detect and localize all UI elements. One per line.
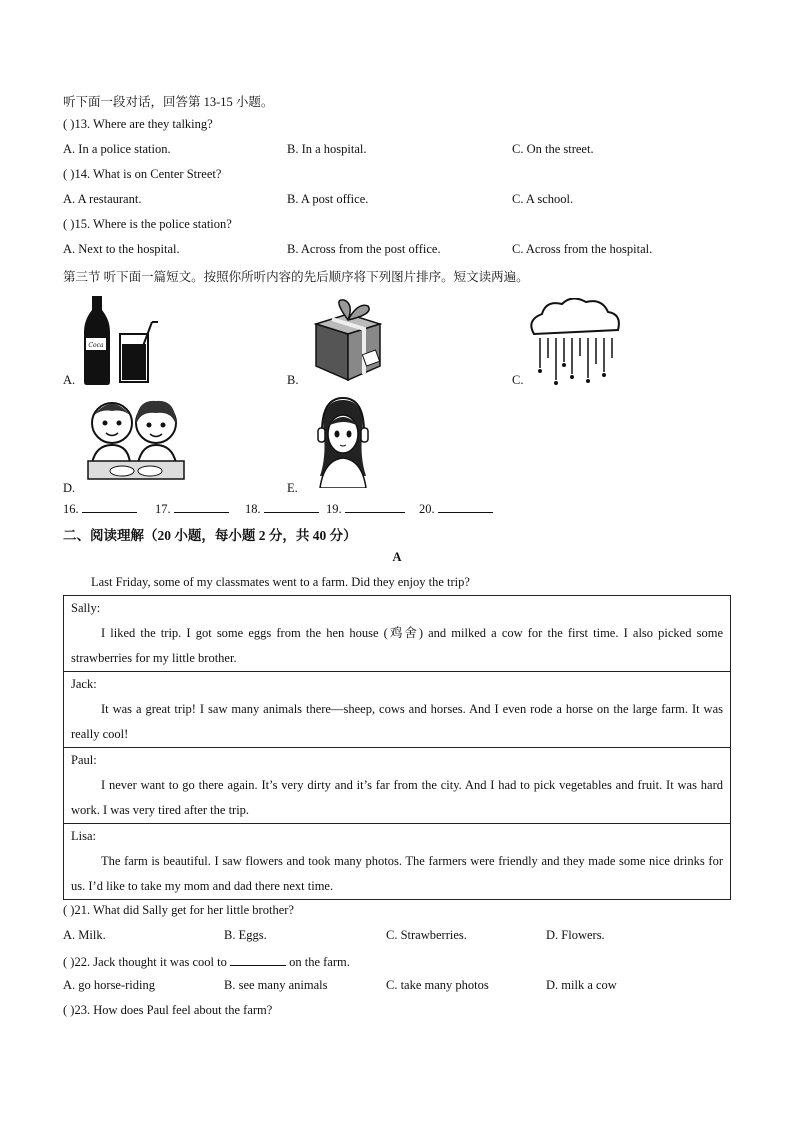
girl-with-headphones-icon xyxy=(310,392,376,488)
q22-option-c: C. take many photos xyxy=(386,978,489,992)
entry-name: Jack: xyxy=(71,677,97,691)
picture-c-label: C. xyxy=(512,373,524,387)
picture-d-label: D. xyxy=(63,481,76,495)
entry-text: I never want to go there again. It’s very dirty and it’s far from the city. And I had to pick vegetables and fruit. It was hard work. I was very tired after the trip. xyxy=(71,778,723,817)
q13-option-b: B. In a hospital. xyxy=(287,142,367,156)
answer-blank-18[interactable] xyxy=(245,500,319,517)
q14-option-a: A. A restaurant. xyxy=(63,192,142,206)
q22-option-b: B. see many animals xyxy=(224,978,328,992)
rain-cloud-icon xyxy=(524,298,624,386)
passage-label: A xyxy=(392,550,402,564)
question-13: ( )13. Where are they talking? xyxy=(63,117,213,131)
cola-and-drink-icon xyxy=(78,294,160,386)
entry-name: Sally: xyxy=(71,601,101,615)
entry-text: I liked the trip. I got some eggs from the hen house (鸡舍) and milked a cow for the first time. I also picked some strawberries for my little brother. xyxy=(71,626,723,665)
entry-text: The farm is beautiful. I saw flowers and took many photos. The farmers were friendly and they made some nice drinks for us. I’d like to take my mom and dad there next time. xyxy=(71,854,723,893)
q15-option-b: B. Across from the post office. xyxy=(287,242,441,256)
question-14: ( )14. What is on Center Street? xyxy=(63,167,222,181)
q21-option-a: A. Milk. xyxy=(63,928,106,942)
q21-option-c: C. Strawberries. xyxy=(386,928,467,942)
question-15: ( )15. Where is the police station? xyxy=(63,217,232,231)
entry-jack xyxy=(64,672,730,748)
answer-line xyxy=(174,500,229,513)
answer-line xyxy=(264,500,319,513)
entry-text: It was a great trip! I saw many animals there—sheep, cows and horses. And I even rode a horse on the large farm. It was really cool! xyxy=(71,702,723,741)
question-23: ( )23. How does Paul feel about the farm? xyxy=(63,1003,273,1017)
answer-blank-19-label: 19. xyxy=(326,502,342,516)
q14-option-c: C. A school. xyxy=(512,192,574,206)
q22-option-d: D. milk a cow xyxy=(546,978,617,992)
picture-a-label: A. xyxy=(63,373,76,387)
q15-option-a: A. Next to the hospital. xyxy=(63,242,180,256)
dialog-intro: 听下面一段对话，回答第 13-15 小题。 xyxy=(63,95,274,109)
answer-blank-20[interactable] xyxy=(419,500,493,517)
answer-blank-16[interactable] xyxy=(63,500,137,517)
picture-e-label: E. xyxy=(287,481,298,495)
answer-blank-17[interactable] xyxy=(155,500,229,517)
question-21: ( )21. What did Sally get for her little brother? xyxy=(63,903,294,917)
answer-line xyxy=(438,500,493,513)
answer-blank-19[interactable] xyxy=(326,500,405,517)
q13-option-a: A. In a police station. xyxy=(63,142,171,156)
q22-answer-blank[interactable] xyxy=(230,953,286,966)
answer-blank-16-label: 16. xyxy=(63,502,79,516)
entry-lisa xyxy=(64,824,730,899)
answer-blank-20-label: 20. xyxy=(419,502,435,516)
picture-b-label: B. xyxy=(287,373,299,387)
q22-stem-start: ( )22. Jack thought it was cool to xyxy=(63,955,227,969)
answer-line xyxy=(345,500,405,513)
answer-line xyxy=(82,500,137,513)
q14-option-b: B. A post office. xyxy=(287,192,369,206)
svg-text:Coca: Coca xyxy=(88,342,104,349)
q21-option-b: B. Eggs. xyxy=(224,928,267,942)
answer-blank-18-label: 18. xyxy=(245,502,261,516)
section-3-instruction: 第三节 听下面一篇短文。按照你所听内容的先后顺序将下列图片排序。短文读两遍。 xyxy=(63,270,529,284)
passage-intro: Last Friday, some of my classmates went to a farm. Did they enjoy the trip? xyxy=(91,575,470,589)
reading-section-title: 二、阅读理解（20 小题，每小题 2 分，共 40 分） xyxy=(63,528,357,543)
passage-table xyxy=(63,595,731,900)
q21-option-d: D. Flowers. xyxy=(546,928,605,942)
entry-sally xyxy=(64,596,730,672)
entry-name: Lisa: xyxy=(71,829,96,843)
question-22 xyxy=(63,953,350,970)
q22-stem-end: on the farm. xyxy=(289,955,350,969)
q13-option-c: C. On the street. xyxy=(512,142,594,156)
entry-paul xyxy=(64,748,730,824)
q22-option-a: A. go horse-riding xyxy=(63,978,155,992)
q15-option-c: C. Across from the hospital. xyxy=(512,242,653,256)
gift-box-icon xyxy=(308,296,388,382)
two-children-eating-icon xyxy=(84,393,188,487)
answer-blank-17-label: 17. xyxy=(155,502,171,516)
entry-name: Paul: xyxy=(71,753,97,767)
